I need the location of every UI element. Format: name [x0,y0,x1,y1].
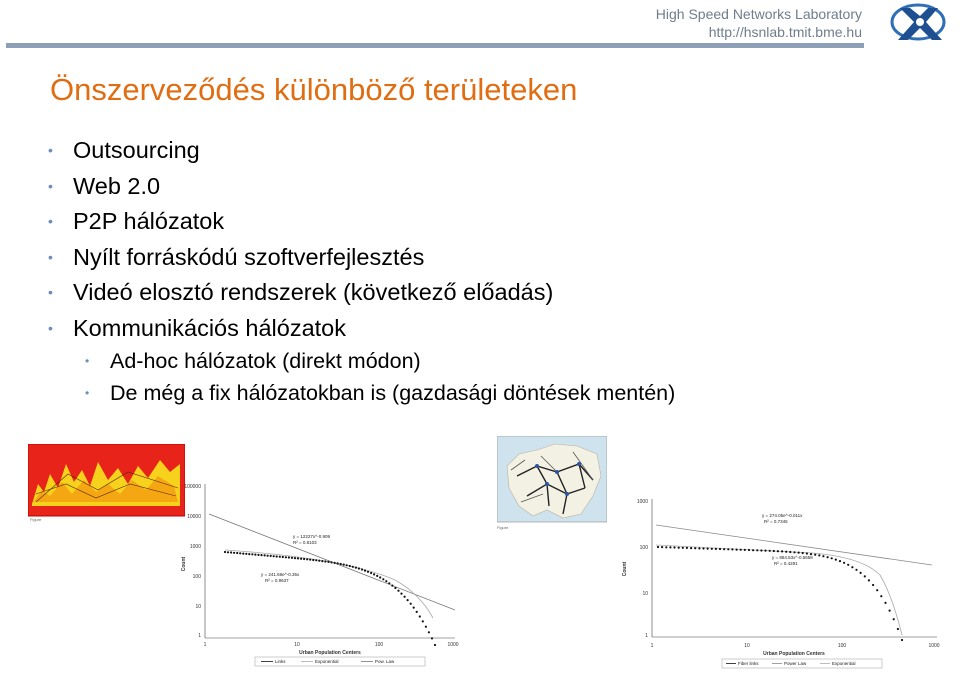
plot2-point [748,549,750,551]
plot2-point [789,551,791,553]
plot2-point [723,548,725,550]
hsn-lab-logo-icon [880,2,950,46]
svg-text:Figure: Figure [30,517,42,522]
bullet-text: Outsourcing [73,137,200,163]
plot2-point [690,547,692,549]
plot2-point [752,549,754,551]
plot2-point [719,548,721,550]
plot2-point [889,610,891,612]
bullet-icon: • [48,284,53,300]
plot2-point [880,595,882,597]
plot1-fit1: y = 12227x^-0.909 [293,534,331,539]
plot1-point [294,557,296,559]
plot2-point [831,557,833,559]
bullet-text: Kommunikációs hálózatok [73,314,346,341]
bullet-icon: • [48,177,53,194]
lab-header [656,5,862,41]
plot-1-canvas [165,470,465,670]
plot2-point [851,566,853,568]
plot1-point [248,553,250,555]
plot2-point [715,548,717,550]
plot1-point [394,587,396,589]
bullet-icon: • [48,213,53,229]
plot1-point [233,552,235,554]
bullet-icon: • [48,142,53,158]
plot1-point [397,590,399,592]
plot2-point [773,550,775,552]
plot2-legend-item: Fiber links [738,661,759,666]
rank-plot-1 [165,470,465,670]
bullet-icon: • [85,385,90,400]
plot1-data-points [224,551,436,646]
europe-network-map-icon [497,436,607,531]
plot1-point [370,572,372,574]
plot1-point [361,568,363,570]
plot2-fit2-r2: R² = 0.4291 [774,561,798,566]
plot1-point [431,637,433,639]
plot1-point [230,551,232,553]
plot1-fit2: y = 241.69e^-0.35x [261,572,300,577]
plot1-point [413,607,415,609]
plot1-point [416,611,418,613]
plot1-legend-item: Links [275,659,286,664]
plot1-point [349,565,351,567]
plot1-point [297,557,299,559]
bullet-list [48,133,675,409]
bullet-text: P2P hálózatok [73,208,225,234]
plot1-x-tick: 1000 [447,642,459,648]
plot1-fit1-r2: R² = 0.8103 [293,540,317,545]
plot2-point [727,548,729,550]
list-item [48,204,675,240]
plot2-point [814,554,816,556]
plot1-point [337,562,339,564]
plot2-point [860,572,862,574]
list-item [48,378,675,410]
list-item [48,311,675,347]
plot1-point [428,631,430,633]
plot1-point [352,566,354,568]
plot1-point [300,558,302,560]
plot1-point [355,567,357,569]
plot1-point [343,564,345,566]
plot1-point [306,558,308,560]
plot1-point [340,563,342,565]
plot2-point [669,546,671,548]
plot1-y-tick: 1 [198,633,201,639]
plot1-point [236,552,238,554]
plot1-x-tick: 1 [203,642,207,648]
plot1-point [385,580,387,582]
plot1-point [276,555,278,557]
plot1-point [364,570,366,572]
plot1-point [288,556,290,558]
bullet-text: Videó elosztó rendszerek (következő előadás) [73,279,554,305]
plot1-point [312,559,314,561]
plot2-fit1-r2: R² = 0.7345 [764,519,788,524]
plot2-legend-item: Exponential [832,661,856,666]
plot2-point [843,562,845,564]
plot2-point [876,589,878,591]
list-item [48,275,675,311]
plot2-point [657,546,659,548]
plot1-point [434,644,436,646]
plot1-point [367,571,369,573]
plot1-x-tick: 10 [294,642,300,648]
plot2-y-label: Count [622,561,628,577]
plot1-point [282,556,284,558]
lab-url[interactable]: http://hsnlab.tmit.bme.hu [708,24,862,40]
plot2-point [702,547,704,549]
plot1-y-tick: 1000 [189,544,201,550]
plot2-point [769,550,771,552]
bullet-icon: • [48,248,53,265]
plot2-point [835,559,837,561]
plot2-point [884,602,886,604]
plot2-fit1: y = 274.05e^-0.011x [762,513,803,518]
plot2-point [686,547,688,549]
plot1-y-tick: 100 [192,574,201,580]
plot1-point [279,556,281,558]
plot2-point [839,560,841,562]
plot1-point [224,551,226,553]
plot2-point [744,549,746,551]
plot2-y-tick: 10 [642,591,648,597]
plot2-point [731,548,733,550]
plot1-point [410,603,412,605]
plot1-point [407,599,409,601]
plot2-point [678,547,680,549]
bullet-text: Web 2.0 [73,172,161,199]
plot1-point [376,575,378,577]
plot2-point [855,569,857,571]
plot1-point [291,557,293,559]
bullet-text: Nyílt forráskódú szoftverfejlesztés [73,243,425,270]
plot1-point [227,551,229,553]
plot1-point [422,620,424,622]
plot1-point [242,553,244,555]
plot1-point [330,561,332,563]
svg-text:Figure: Figure [497,525,509,530]
plot1-point [388,582,390,584]
plot2-point [827,556,829,558]
list-item [48,133,675,169]
plot2-point [665,546,667,548]
plot1-point [260,554,262,556]
plot2-y-tick: 1000 [636,499,648,505]
plot2-point [661,546,663,548]
plot1-point [358,567,360,569]
plot1-point [346,564,348,566]
plot2-x-tick: 100 [837,643,847,649]
plot2-point [673,546,675,548]
slide-title: Önszerveződés különböző területeken [50,72,578,107]
plot1-point [391,585,393,587]
plot2-point [764,550,766,552]
plot1-point [327,561,329,563]
plot1-point [404,596,406,598]
plot2-point [901,639,903,641]
plot1-point [267,555,269,557]
plot1-point [270,555,272,557]
plot2-point [802,552,804,554]
plot2-x-tick: 1000 [928,643,940,649]
plot1-y-tick: 10 [195,604,201,610]
bullet-icon: • [85,354,90,368]
plot2-point [711,548,713,550]
plot2-point [781,550,783,552]
plot2-x-label: Urban Population Centers [763,651,825,657]
plot2-point [822,555,824,557]
plot1-point [245,553,247,555]
plot1-point [373,573,375,575]
plot2-point [893,618,895,620]
plot1-legend-item: Pow. Law [375,659,395,664]
list-item [48,169,675,205]
plot1-y-label: Count [181,556,187,572]
plot2-point [707,548,709,550]
plot1-point [264,554,266,556]
plot1-point [425,626,427,628]
plot2-fit2: y = 884.53x^-0.5658 [772,555,813,560]
plot1-point [324,560,326,562]
population-heatmap-icon [28,444,185,522]
plot-2-canvas [612,485,952,671]
plot1-point [318,560,320,562]
plot1-point [315,559,317,561]
plot2-point [777,550,779,552]
plot1-point [303,558,305,560]
bullet-text: Ad-hoc hálózatok (direkt módon) [110,349,421,373]
plot2-point [864,575,866,577]
plot1-x-tick: 100 [374,642,384,648]
plot2-point [785,551,787,553]
plot2-point [682,547,684,549]
plot2-point [694,547,696,549]
plot2-legend-item: Power Law [784,661,807,666]
plot1-point [419,615,421,617]
rank-plot-2 [612,485,952,671]
plot2-point [847,564,849,566]
plot1-y-tick: 10000 [187,514,201,520]
plot2-y-tick: 1 [645,633,648,639]
list-item [48,240,675,276]
bullet-text: De még a fix hálózatokban is (gazdasági döntések mentén) [110,380,676,405]
plot2-point [897,628,899,630]
bullet-icon: • [48,319,53,336]
plot1-point [254,554,256,556]
plot2-point [818,554,820,556]
plot1-point [309,559,311,561]
plot2-point [793,551,795,553]
plot2-point [736,549,738,551]
plot1-point [251,553,253,555]
plot1-point [334,562,336,564]
lab-name: High Speed Networks Laboratory [655,6,862,22]
plot1-point [239,552,241,554]
plot1-point [382,578,384,580]
plot1-point [379,576,381,578]
plot2-point [868,579,870,581]
plot2-point [740,549,742,551]
plot1-point [321,560,323,562]
plot2-point [756,549,758,551]
plot1-point [257,554,259,556]
plot1-legend-item: Exponential [315,659,339,664]
plot1-point [285,556,287,558]
plot2-point [872,584,874,586]
plot2-point [760,549,762,551]
plot2-x-tick: 10 [744,643,750,649]
plot2-x-tick: 1 [650,643,654,649]
plot2-point [698,547,700,549]
plot1-fit2-r2: R² = 0.9637 [265,578,289,583]
plot1-x-label: Urban Population Centers [299,650,361,656]
plot1-point [400,593,402,595]
list-item [48,346,675,378]
plot1-point [273,555,275,557]
header-rule [6,43,864,48]
plot2-y-tick: 100 [639,545,648,551]
plot2-point [798,552,800,554]
plot1-y-tick: 100000 [184,484,201,490]
